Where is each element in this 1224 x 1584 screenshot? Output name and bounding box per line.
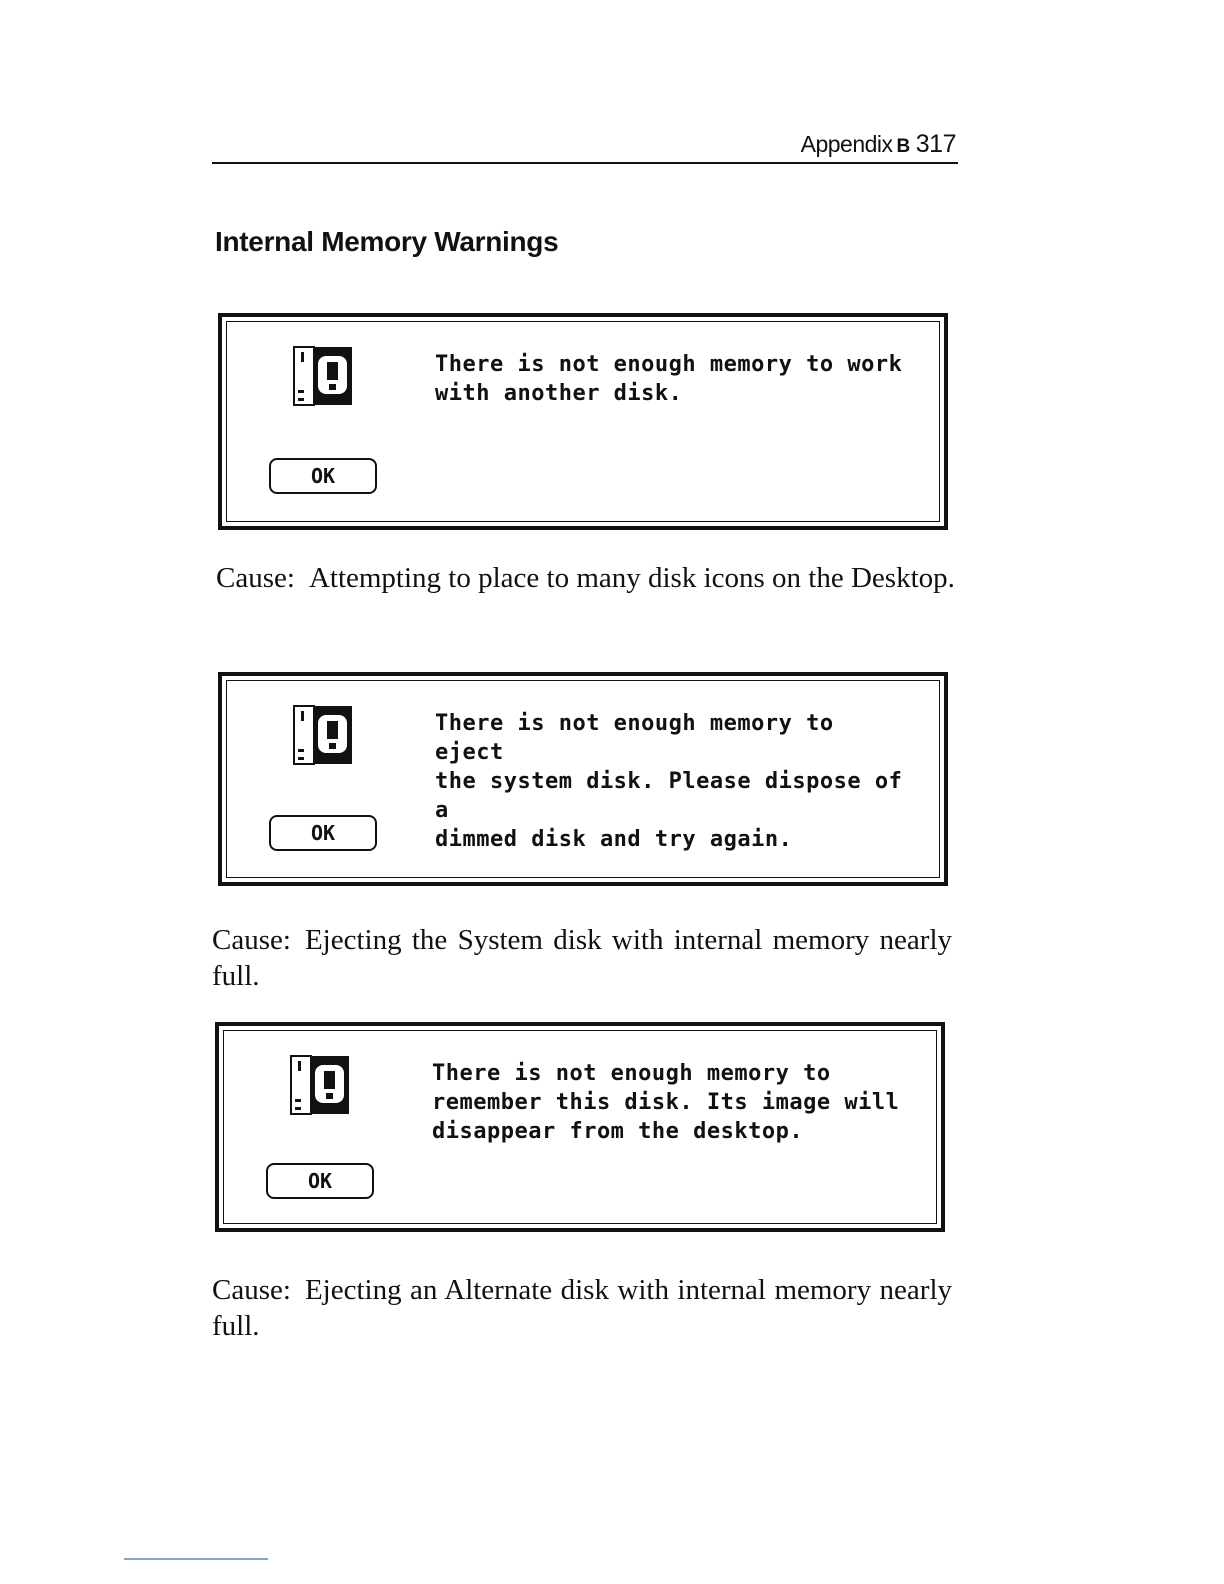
cause-paragraph-2: [212, 922, 952, 994]
cause-paragraph-3: [212, 1272, 952, 1344]
cause-label: Cause:: [216, 562, 295, 594]
appendix-letter: B: [896, 136, 910, 157]
alert-dialog-3: [215, 1022, 945, 1232]
ok-button[interactable]: OK: [269, 815, 377, 851]
dialog-inner-frame: [226, 680, 940, 878]
section-title: Internal Memory Warnings: [215, 226, 559, 257]
alert-dialog-1: [218, 313, 948, 530]
page-number: 317: [915, 130, 956, 158]
alert-message: There is not enough memory to remember this disk. Its image will disappear from the desktop.: [432, 1061, 900, 1144]
cause-text: Ejecting the System disk with internal memory nearly full.: [212, 924, 952, 992]
dialog-inner-frame: [223, 1030, 937, 1224]
dialog-inner-frame: [226, 321, 940, 522]
cause-label: Cause:: [212, 924, 291, 956]
header-text: [801, 130, 956, 159]
cause-text: Attempting to place to many disk icons on the Desktop.: [308, 562, 955, 594]
cause-text: Ejecting an Alternate disk with internal memory nearly full.: [212, 1274, 952, 1342]
alert-disk-icon: [293, 346, 353, 406]
cause-label: Cause:: [212, 1274, 291, 1306]
alert-disk-icon: [293, 705, 353, 765]
alert-message: There is not enough memory to eject the system disk. Please dispose of a dimmed disk and try again.: [435, 711, 903, 852]
ok-button[interactable]: OK: [266, 1163, 374, 1199]
scan-edge-line: [124, 1558, 268, 1560]
alert-disk-icon: [290, 1055, 350, 1115]
running-header: [212, 128, 958, 164]
alert-message: There is not enough memory to work with another disk.: [435, 352, 903, 406]
cause-paragraph-1: [216, 560, 956, 596]
ok-button[interactable]: OK: [269, 458, 377, 494]
alert-dialog-2: [218, 672, 948, 886]
appendix-label: Appendix: [800, 131, 893, 157]
